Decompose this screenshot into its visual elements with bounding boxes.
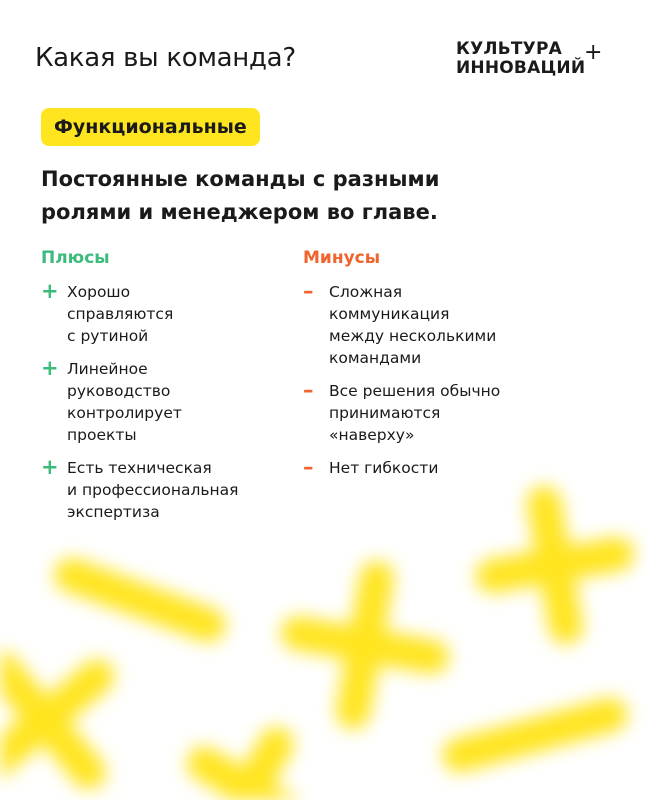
cons-item [303,380,603,446]
team-description [41,163,601,229]
minus-icon: – [303,378,314,402]
plus-icon: + [41,279,59,303]
logo-line-1: КУЛЬТУРА [456,39,562,59]
pros-item [41,457,291,523]
logo-plus-icon: + [584,40,603,65]
minus-icon: – [303,455,314,479]
logo-line-2: ИННОВАЦИЙ [456,58,586,78]
pros-heading: Плюсы [41,248,110,268]
pros-item [41,281,291,347]
team-description-text: Постоянные команды с разными ролями и менеджером во главе. [41,167,440,224]
brand-logo [456,40,616,78]
plus-icon: + [41,455,59,479]
minus-icon: – [303,279,314,303]
pros-item-text: Линейное руководство контролирует проекты [67,360,182,444]
cons-item [303,457,603,479]
cons-item [303,281,603,369]
cons-item-text: Нет гибкости [329,459,439,477]
cons-column [303,248,603,490]
pros-column [41,248,291,534]
cons-item-text: Все решения обычно принимаются «наверху» [329,382,501,444]
cons-item-text: Сложная коммуникация между несколькими командами [329,283,497,367]
pros-item-text: Хорошо справляются с рутиной [67,283,174,345]
pros-item-text: Есть техническая и профессиональная экспертиза [67,459,239,521]
plus-icon: + [41,356,59,380]
pros-item [41,358,291,446]
cons-heading: Минусы [303,248,381,268]
page-title: Какая вы команда? [35,43,296,73]
team-type-badge: Функциональные [41,108,260,146]
